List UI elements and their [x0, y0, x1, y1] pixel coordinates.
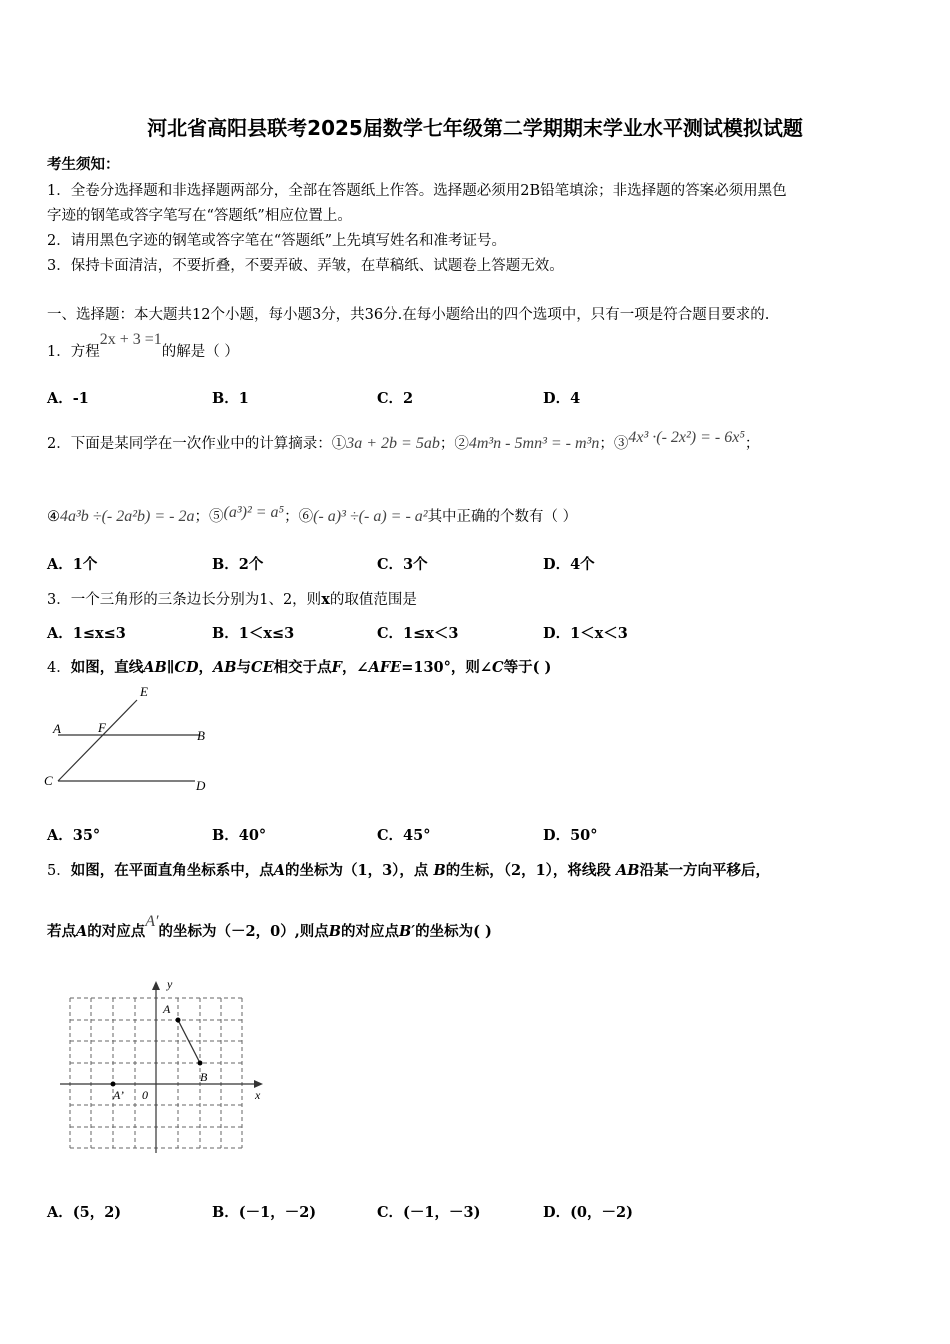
q2-option-a: A．1个	[47, 556, 98, 573]
q2-expr-6: (- a)³ ÷(- a) = - a²	[313, 508, 428, 525]
q3-pre: 一个三角形的三条边长分别为1、2，则	[70, 592, 322, 608]
q5-line2-b: 的对应点	[87, 923, 146, 940]
q5-a-2: A	[76, 923, 88, 940]
q4-label-a: A	[53, 721, 61, 736]
q1-option-c: C．2	[377, 390, 414, 407]
q4-option-a: A．35°	[47, 827, 101, 844]
q2-expr-5: (a³)² = a⁵	[223, 504, 285, 521]
q5-line2-a: 若点	[47, 923, 76, 940]
q2-mark-6: ；⑥	[284, 509, 314, 525]
q5-line1-b: 的坐标为（1，3），点	[285, 862, 434, 879]
notice-item-1-line-2: 字迹的钢笔或答字笔写在“答题纸”相应位置上。	[47, 208, 352, 224]
q3-post: 的取值范围是	[329, 592, 417, 608]
q4-text-b: ，	[198, 659, 214, 676]
q5-option-c: C．(－1，－3)	[377, 1204, 481, 1221]
q1-option-b: B．1	[212, 390, 249, 407]
q4-text-e: ，∠	[341, 659, 369, 676]
q1-equation: 2x + 3 =1	[99, 331, 162, 348]
q2-mark-1: ①	[331, 436, 347, 452]
question-1	[47, 331, 239, 361]
q5-y-arrow	[152, 981, 160, 990]
q5-b-2: B	[328, 923, 342, 940]
q5-ab-segment: AB	[615, 862, 640, 879]
q4-ab: AB	[213, 659, 237, 676]
q2-expr-3: 4x³ ·(- 2x²) = - 6x⁵	[628, 429, 745, 446]
q4-text-a: 如图，直线	[70, 659, 144, 676]
q4-text-c: 与	[236, 659, 252, 676]
q2-post: 其中正确的个数有（ ）	[427, 509, 578, 525]
q2-mark-2: ；②	[439, 436, 469, 452]
question-4	[47, 656, 551, 677]
q3-var: x	[321, 591, 330, 608]
question-2-line-1	[47, 429, 760, 453]
q3-option-d: D．1＜x＜3	[543, 625, 628, 642]
q2-sep-3: ；	[744, 436, 760, 452]
q4-f: F	[331, 659, 342, 676]
notice-item-2: 2．请用黑色字迹的钢笔或答字笔在“答题纸”上先填写姓名和准考证号。	[47, 233, 507, 249]
q3-option-b: B．1＜x≤3	[212, 625, 295, 642]
q5-line1-a: 如图，在平面直角坐标系中，点	[70, 862, 274, 879]
q5-option-b: B．(－1，－2)	[212, 1204, 317, 1221]
q4-ab-cd: AB∥CD	[143, 659, 199, 676]
q5-point-a	[176, 1018, 181, 1023]
q5-line1-d: 沿某一方向平移后，	[639, 862, 770, 879]
q4-option-b: B．40°	[212, 827, 267, 844]
notice-heading: 考生须知：	[47, 156, 120, 173]
q2-option-b: B．2个	[212, 556, 264, 573]
q5-b-prime: B′	[399, 923, 416, 940]
notice-item-3: 3．保持卡面清洁，不要折叠，不要弄破、弄皱，在草稿纸、试题卷上答题无效。	[47, 258, 564, 274]
notice-item-1-line-1: 1．全卷分选择题和非选择题两部分，全部在答题纸上作答。选择题必须用2B铅笔填涂；非选择题的答案必须用黑色	[47, 183, 787, 199]
section-heading: 一、选择题：本大题共12个小题，每小题3分，共36分.在每小题给出的四个选项中，只有一项是符合题目要求的.	[47, 307, 770, 323]
q3-option-a: A．1≤x≤3	[47, 625, 126, 642]
q5-a-prime: A′	[145, 913, 159, 930]
q2-number: 2．	[47, 436, 71, 452]
q4-text-g: 等于( )	[503, 659, 552, 676]
q5-line2-d: 的对应点	[341, 923, 400, 940]
question-2-line-2	[47, 505, 577, 526]
page-title: 河北省高阳县联考2025届数学七年级第二学期期末学业水平测试模拟试题	[147, 116, 803, 140]
q4-label-c: C	[44, 773, 53, 788]
q2-mark-3: ；③	[599, 436, 629, 452]
q4-option-d: D．50°	[543, 827, 598, 844]
q5-option-a: A．(5，2)	[47, 1204, 122, 1221]
q2-option-c: C．3个	[377, 556, 428, 573]
q3-option-c: C．1≤x＜3	[377, 625, 459, 642]
q4-afe: AFE	[368, 659, 402, 676]
q1-option-d: D．4	[543, 390, 581, 407]
q2-expr-2: 4m³n - 5mn³ = - m³n	[468, 435, 600, 452]
q5-line2-e: 的坐标为( )	[415, 923, 492, 940]
q5-point-b	[198, 1061, 203, 1066]
q4-label-d: D	[196, 778, 206, 793]
q4-c: C	[492, 659, 504, 676]
q5-label-origin: 0	[142, 1088, 148, 1102]
q4-line-ce	[58, 700, 137, 781]
q1-post: 的解是（ ）	[161, 344, 239, 360]
q4-option-c: C．45°	[377, 827, 431, 844]
q4-text-d: 相交于点	[273, 659, 332, 676]
question-5-line-2	[47, 913, 492, 941]
q5-a: A	[273, 862, 285, 879]
q5-line2-c: 的坐标为（－2，0）,则点	[158, 923, 329, 940]
q2-expr-4: 4a³b ÷(- 2a²b) = - 2a	[60, 508, 195, 525]
q5-label-a-prime: A’	[113, 1088, 124, 1102]
q2-pre: 下面是某同学在一次作业中的计算摘录：	[70, 436, 332, 452]
q5-x-arrow	[254, 1080, 263, 1088]
q5-label-a: A	[163, 1002, 171, 1016]
question-3	[47, 588, 417, 609]
q5-option-d: D．(0，－2)	[543, 1204, 633, 1221]
q4-label-b: B	[197, 728, 205, 743]
q1-option-a: A．-1	[47, 390, 89, 407]
q5-label-y: y	[167, 977, 173, 991]
q4-label-e: E	[140, 684, 148, 699]
q5-b: B	[433, 862, 446, 879]
q2-expr-1: 3a + 2b = 5ab	[346, 435, 440, 452]
q2-mark-5: ；⑤	[194, 509, 224, 525]
q4-ce: CE	[251, 659, 274, 676]
q5-point-a-prime	[111, 1082, 116, 1087]
q5-coordinate-figure	[55, 975, 270, 1155]
q5-number: 5．	[47, 863, 71, 879]
q5-label-x: x	[255, 1088, 261, 1102]
q4-text-f: =130°，则∠	[401, 659, 493, 676]
q5-label-b: B	[200, 1070, 208, 1084]
q3-number: 3．	[47, 592, 71, 608]
q1-number: 1．	[47, 344, 71, 360]
q1-pre: 方程	[70, 344, 100, 360]
q5-line1-c: 的生标，（2，1），将线段	[445, 862, 616, 879]
q4-label-f: F	[98, 720, 106, 735]
question-5-line-1	[47, 859, 770, 880]
q4-number: 4．	[47, 660, 71, 676]
q4-figure	[40, 682, 220, 800]
q2-mark-4: ④	[47, 509, 60, 525]
q2-option-d: D．4个	[543, 556, 595, 573]
